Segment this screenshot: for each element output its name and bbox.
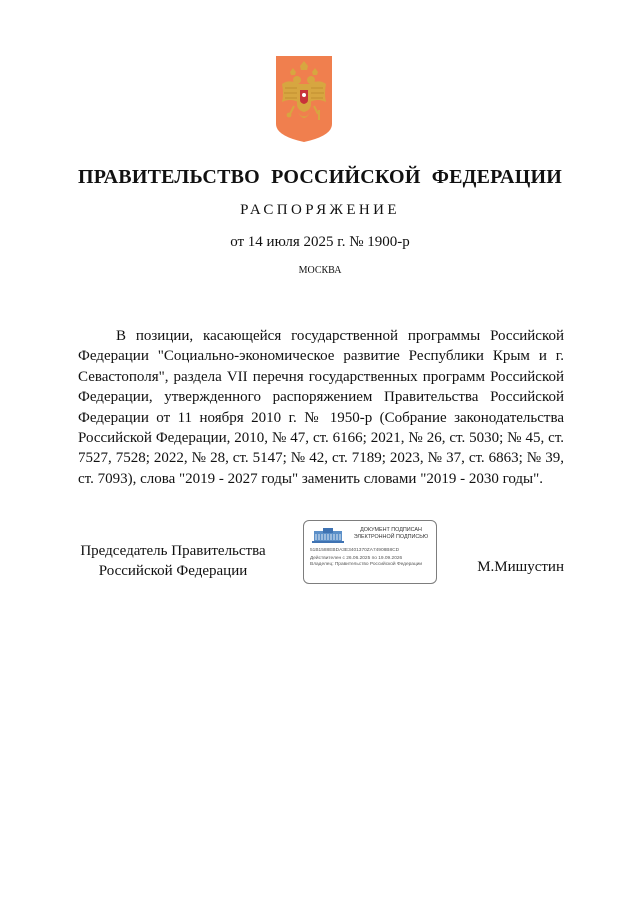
stamp-header — [348, 527, 434, 540]
stamp-validity: Действителен с 26.06.2025 по 19.09.2026 — [310, 556, 403, 561]
signer-position — [78, 541, 268, 581]
document-city: МОСКВА — [298, 265, 342, 276]
signer-name: М.Мишустин — [477, 559, 564, 575]
signer-position-line1: Председатель Правительства — [80, 543, 266, 559]
government-building-icon — [310, 528, 346, 544]
stamp-owner: Владелец: Правительство Российской Федерации — [310, 562, 423, 567]
signer-position-line2: Российской Федерации — [98, 563, 248, 579]
document-date-number: от 14 июля 2025 г. № 1900-р — [230, 234, 410, 250]
document-type: РАСПОРЯЖЕНИЕ — [240, 202, 400, 218]
body-paragraph: В позиции, касающейся государственной программы Российской Федерации "Социально-экономическое развитие Республики Крым и г. Севастополя", раздела VII перечня государственных программ Российской Федерации, утвержденного распоряжением Правительства Российской Федерации от 11 ноября 2010 г. № 1950-р (Собрание законодательства Российской Федерации, 2010, № 47, ст. 6166; 2021, № 26, ст. 5030; № 45, ст. 7527, 7528; 2022, № 28, ст. 5147; № 42, ст. 7189; 2023, № 37, ст. 6863; № 39, ст. 7093), слова "2019 - 2027 годы" заменить словами "2019 - 2030 годы". — [78, 328, 564, 487]
coat-of-arms-emblem — [276, 56, 332, 142]
russian-coat-of-arms-icon — [276, 56, 332, 142]
stamp-header-line1: ДОКУМЕНТ ПОДПИСАН — [360, 527, 422, 533]
government-title: ПРАВИТЕЛЬСТВО РОССИЙСКОЙ ФЕДЕРАЦИИ — [78, 166, 562, 188]
stamp-serial: 51B1588EBDA3E3401370ZA74908B8CD — [310, 548, 400, 553]
electronic-signature-stamp — [303, 520, 437, 584]
stamp-header-line2: ЭЛЕКТРОННОЙ ПОДПИСЬЮ — [353, 533, 429, 540]
